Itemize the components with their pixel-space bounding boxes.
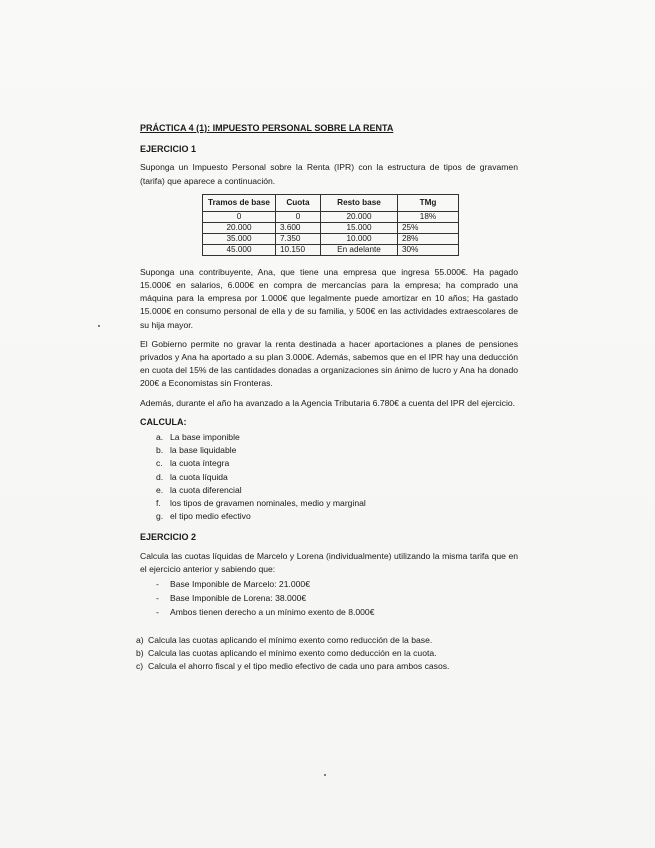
list-marker: g. (156, 511, 164, 522)
table-cell: 10.150 (276, 244, 321, 255)
list-item-text: la cuota líquida (170, 471, 228, 482)
table-cell: 18% (398, 211, 459, 222)
table-cell: 10.000 (321, 233, 398, 244)
exercise-2-heading: EJERCICIO 2 (140, 532, 197, 543)
list-marker: b. (156, 445, 164, 456)
table-row (203, 222, 459, 233)
list-item (136, 634, 514, 647)
calcula-heading: CALCULA: (140, 416, 187, 427)
table-header-cell: Tramos de base (203, 194, 276, 211)
list-item (156, 484, 518, 497)
list-item-text: la base liquidable (170, 445, 237, 456)
list-marker: - (156, 607, 159, 618)
exercise-1-intro: Suponga un Impuesto Personal sobre la Renta (IPR) con la estructura de tipos de gravamen (tarifa) que aparece a continuación. (140, 162, 518, 186)
list-item-text: Calcula las cuotas aplicando el mínimo exento como deducción en la cuota. (148, 647, 437, 658)
list-item (156, 592, 518, 605)
table-row (203, 244, 459, 255)
list-item (136, 647, 514, 660)
list-marker: a) (136, 634, 144, 645)
document-content (136, 122, 518, 673)
scan-speck (98, 325, 100, 327)
list-marker: - (156, 579, 159, 590)
exercise-1-paragraph-2: El Gobierno permite no gravar la renta destinada a hacer aportaciones a planes de pensiones privados y Ana ha aportado a su plan 3.000€. Además, sabemos que en el IPR hay una deducción en cuota del 15% de las cantidades donadas a organizaciones sin ánimo de lucro y Ana ha donado 200€ a Economistas sin Fronteras. (140, 338, 518, 389)
list-item-text: Calcula el ahorro fiscal y el tipo medio efectivo de cada uno para ambos casos. (148, 661, 450, 672)
list-item-text: la cuota íntegra (170, 458, 230, 469)
exercise-2-intro: Calcula las cuotas líquidas de Marcelo y Lorena (individualmente) utilizando la misma tarifa que en el ejercicio anterior y sabiendo que: (140, 550, 518, 574)
page-title: PRÁCTICA 4 (1): IMPUESTO PERSONAL SOBRE LA RENTA (140, 123, 394, 133)
table-cell: 0 (203, 211, 276, 222)
table-cell: 7.350 (276, 233, 321, 244)
list-item-text: Base Imponible de Lorena: 38.000€ (170, 593, 307, 604)
list-item (156, 431, 518, 444)
list-marker: c. (156, 458, 163, 469)
list-marker: b) (136, 647, 144, 658)
list-item (156, 606, 518, 619)
table-cell: 3.600 (276, 222, 321, 233)
table-cell: 15.000 (321, 222, 398, 233)
list-item-text: Calcula las cuotas aplicando el mínimo exento como reducción de la base. (148, 634, 433, 645)
list-item (156, 497, 518, 510)
list-item (156, 510, 518, 523)
table-cell: 20.000 (203, 222, 276, 233)
table-header-cell: Cuota (276, 194, 321, 211)
table-cell: 25% (398, 222, 459, 233)
table-row (203, 211, 459, 222)
list-item (156, 444, 518, 457)
list-item-text: la cuota diferencial (170, 484, 242, 495)
table-cell: 35.000 (203, 233, 276, 244)
list-item-text: el tipo medio efectivo (170, 511, 251, 522)
tax-rate-table (202, 194, 459, 256)
scan-speck (324, 774, 326, 776)
list-marker: e. (156, 484, 164, 495)
table-header-cell: TMg (398, 194, 459, 211)
list-item-text: Base Imponible de Marcelo: 21.000€ (170, 579, 310, 590)
exercise-1-paragraph-1: Suponga una contribuyente, Ana, que tiene una empresa que ingresa 55.000€. Ha pagado 15.000€ en salarios, 6.000€ en compra de mercancías para la empresa; ha comprado una máquina para la empresa por 1.000€ que legalmente puede amortizar en 10 años; Ha gastado 15.000€ en consumo personal de ella y de su familia, y 500€ en las actividades extraescolares de su hija mayor. (140, 266, 518, 330)
exercise-2-data-list (140, 578, 518, 620)
list-marker: d. (156, 471, 164, 482)
calcula-list (140, 431, 518, 523)
list-item-text: los tipos de gravamen nominales, medio y marginal (170, 498, 366, 509)
list-marker: c) (136, 661, 144, 672)
list-item (136, 660, 514, 673)
table-cell: 30% (398, 244, 459, 255)
table-header-row (203, 194, 459, 211)
exercise-2-questions (136, 634, 514, 674)
table-cell: En adelante (321, 244, 398, 255)
table-cell: 28% (398, 233, 459, 244)
table-row (203, 233, 459, 244)
list-item-text: La base imponible (170, 432, 240, 443)
list-marker: - (156, 593, 159, 604)
list-marker: f. (156, 498, 161, 509)
list-item (156, 578, 518, 591)
table-cell: 0 (276, 211, 321, 222)
exercise-1-heading: EJERCICIO 1 (140, 144, 197, 155)
table-cell: 20.000 (321, 211, 398, 222)
list-marker: a. (156, 432, 164, 443)
list-item (156, 457, 518, 470)
list-item-text: Ambos tienen derecho a un mínimo exento de 8.000€ (170, 607, 375, 618)
table-cell: 45.000 (203, 244, 276, 255)
exercise-1-paragraph-3: Además, durante el año ha avanzado a la Agencia Tributaria 6.780€ a cuenta del IPR del ejercicio. (140, 397, 516, 408)
list-item (156, 471, 518, 484)
table-header-cell: Resto base (321, 194, 398, 211)
